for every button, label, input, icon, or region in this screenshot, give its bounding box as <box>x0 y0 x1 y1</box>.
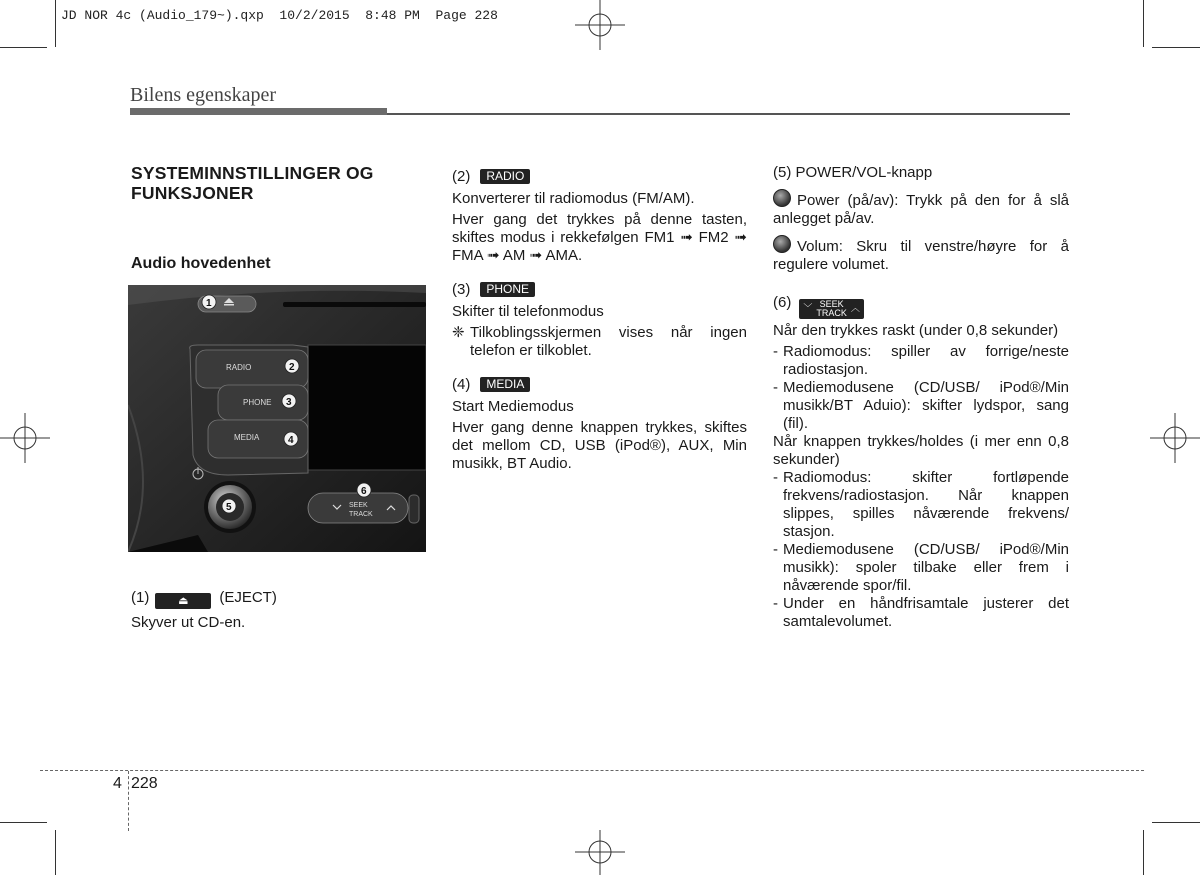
item-5-power: Power (på/av): Trykk på den for å slå anlegget på/av. <box>773 192 1069 227</box>
knob-icon <box>773 189 791 207</box>
list-item: - Mediemodusene (CD/USB/ iPod®/Min musikk): spoler tilbake eller frem i nåværende spor/fil. <box>773 540 1069 594</box>
print-slug: JD NOR 4c (Audio_179~).qxp 10/2/2015 8:48 PM Page 228 <box>61 8 498 23</box>
item-5-volume: Volum: Skru til venstre/høyre for å regulere volumet. <box>773 238 1069 273</box>
head-unit-illustration <box>128 285 426 552</box>
right-column <box>773 164 1069 631</box>
seek-label: SEEK <box>819 298 844 309</box>
photo-track-label: TRACK <box>349 511 373 518</box>
list-item: - Under en håndfrisamtale justerer det samtalevolumet. <box>773 594 1069 630</box>
svg-text:6: 6 <box>361 486 367 497</box>
registration-mark-right <box>1150 413 1200 463</box>
item-5-heading: (5) POWER/VOL-knapp <box>773 164 933 181</box>
header-bar <box>130 108 387 115</box>
svg-text:5: 5 <box>226 502 232 513</box>
crop-mark <box>55 830 56 875</box>
page-number: 228 <box>131 775 158 792</box>
registration-mark-top <box>575 0 625 50</box>
chapter-number: 4 <box>113 775 122 792</box>
media-button-badge: MEDIA <box>480 377 530 392</box>
svg-text:4: 4 <box>288 435 294 446</box>
item-3-note <box>452 324 747 360</box>
track-label: TRACK <box>816 307 847 318</box>
svg-text:3: 3 <box>286 397 292 408</box>
item-1-block <box>131 589 421 632</box>
crop-mark <box>1143 0 1144 47</box>
item-6-number: (6) <box>773 294 792 311</box>
item-6-long-press: Når knappen trykkes/holdes (i mer enn 0,8 sekunder) <box>773 432 1069 468</box>
knob-icon <box>773 235 791 253</box>
crop-mark <box>0 822 47 823</box>
item-2-number: (2) <box>452 168 471 185</box>
photo-seek-label: SEEK <box>349 502 368 509</box>
photo-phone-label: PHONE <box>243 398 272 407</box>
chevron-down-icon: ﹀ <box>803 303 813 313</box>
item-4-number: (4) <box>452 376 471 393</box>
item-1-number: (1) <box>131 589 150 606</box>
item-3-number: (3) <box>452 281 471 298</box>
list-item: - Mediemodusene (CD/USB/ iPod®/Min musikk/BT Aduio): skifter lydspor, sang (fil). <box>773 378 1069 432</box>
item-4-p1: Start Mediemodus <box>452 398 574 415</box>
crop-mark <box>55 0 56 47</box>
svg-text:1: 1 <box>206 298 212 309</box>
seek-track-button-badge <box>799 299 864 319</box>
item-3-p1: Skifter til telefonmodus <box>452 303 604 320</box>
list-item: - Radiomodus: spiller av forrige/neste radiostasjon. <box>773 342 1069 378</box>
note-symbol: ❈ <box>452 324 465 341</box>
list-item: - Radiomodus: skifter fortløpende frekvens/radiostasjon. Når knappen slippes, spilles nåværende frekvens/ stasjon. <box>773 468 1069 540</box>
crop-mark <box>1143 830 1144 875</box>
middle-column <box>452 168 747 473</box>
subtitle: Audio hovedenhet <box>131 255 271 272</box>
item-1-suffix: (EJECT) <box>219 589 277 606</box>
crop-mark <box>0 47 47 48</box>
section-title: Bilens egenskaper <box>130 84 277 106</box>
radio-button-badge: RADIO <box>480 169 530 184</box>
crop-mark <box>1152 47 1200 48</box>
page-title: SYSTEMINNSTILLINGER OG FUNKSJONER <box>131 163 374 203</box>
audio-head-unit-photo <box>128 285 426 552</box>
item-2-p1: Konverterer til radiomodus (FM/AM). <box>452 190 695 207</box>
footer-vertical-rule <box>128 771 129 831</box>
registration-mark-bottom <box>575 830 625 875</box>
item-6-short-press: Når den trykkes raskt (under 0,8 sekunder) <box>773 321 1059 339</box>
chevron-up-icon: ︿ <box>850 303 860 313</box>
item-3-note-text: Tilkoblingsskjermen vises når ingen telefon er tilkoblet. <box>470 324 747 359</box>
registration-mark-left <box>0 413 50 463</box>
eject-button-badge: ⏏ <box>155 593 211 609</box>
photo-media-label: MEDIA <box>234 433 260 442</box>
item-4-p2: Hver gang denne knappen trykkes, skiftes det mellom CD, USB (iPod®), AUX, Min musikk, BT Audio. <box>452 419 747 472</box>
photo-radio-label: RADIO <box>226 363 252 372</box>
phone-button-badge: PHONE <box>480 282 535 297</box>
crop-mark <box>1152 822 1200 823</box>
footer-rule <box>40 770 1144 771</box>
svg-text:2: 2 <box>289 362 295 373</box>
item-1-desc: Skyver ut CD-en. <box>131 614 246 631</box>
item-2-p2: Hver gang det trykkes på denne tasten, skiftes modus i rekkefølgen FM1 ➟ FM2 ➟ FMA ➟ AM ➟ AMA. <box>452 211 747 264</box>
